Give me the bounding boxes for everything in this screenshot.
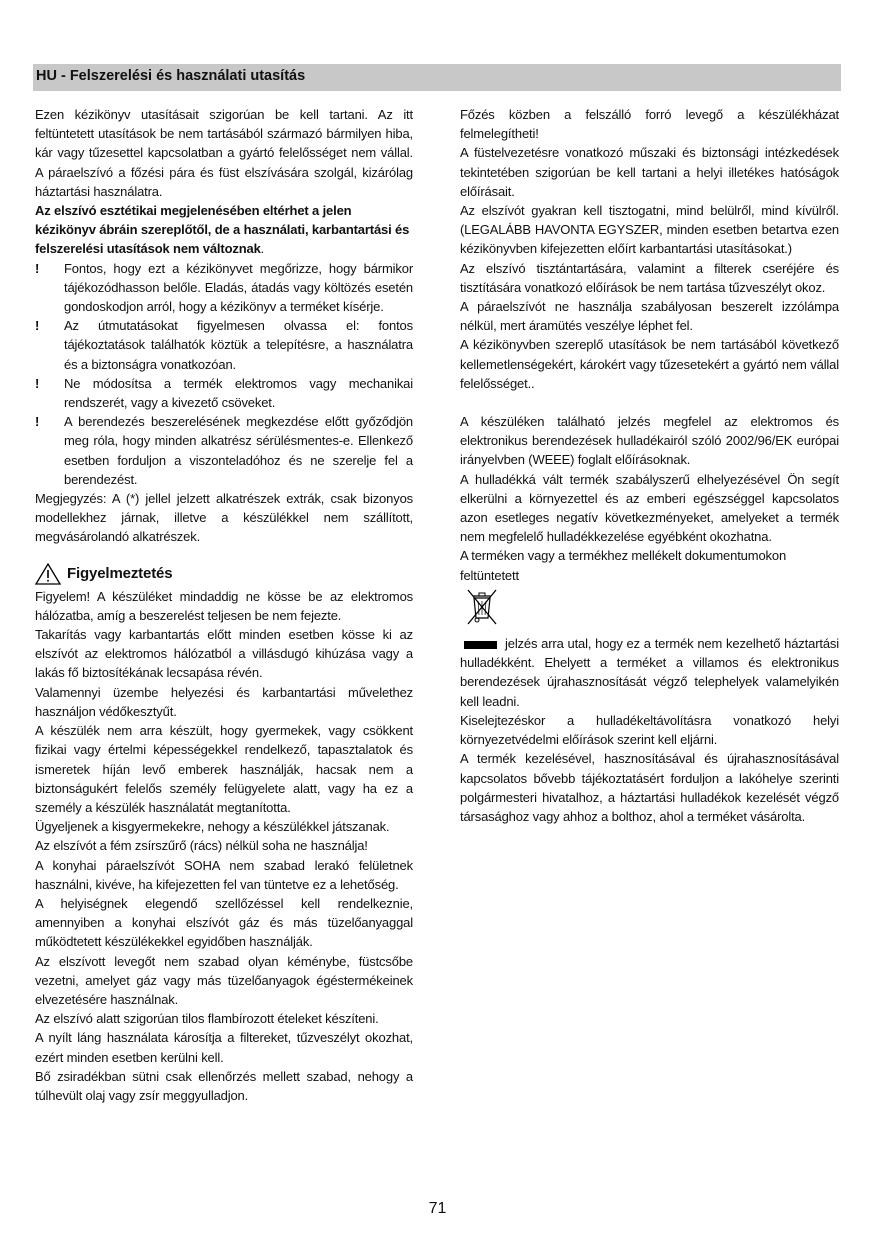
safety-paragraph: A füstelvezetésre vonatkozó műszaki és biztonsági intézkedések tekintetében szigorúan be kell tartani a helyi illetékes hatóságok előírásait. <box>460 145 839 199</box>
safety-paragraph: Az elszívó tisztántartására, valamint a filterek cseréjére és tisztítására vonatkozó előírások be nem tartása tűzveszélyt okoz. <box>460 260 839 295</box>
disposal-paragraph: A termék kezelésével, hasznosításával és újrahasznosításával kapcsolatos bővebb tájékoztatásért forduljon a lakóhelye szerinti polgármesteri hivatalhoz, a háztartási hulladékok kezelését végző társasághoz vagy ahhoz a bolthoz, ahol a terméket vásárolta. <box>460 751 839 824</box>
bullet-item <box>35 374 413 412</box>
exclamation-icon: ! <box>35 318 40 334</box>
weee-bin-icon <box>464 587 839 632</box>
bullet-text: Fontos, hogy ezt a kézikönyvet megőrizze, hogy bármikor tájékozódhasson belőle. Eladás, átadás vagy költözés esetén gondoskodjon arról, hogy a kézikönyv a terméket kísérje. <box>64 260 413 315</box>
warning-paragraph: A készülék nem arra készült, hogy gyermekek, vagy csökkent fizikai vagy értelmi képességekkel rendelkező, tapasztalatok és ismeretek híján levő emberek használják, hacsak nem a biztonságukért felelős személy felügyelete alatt, vagy ha ez a személy a készülék használatát megtanította. <box>35 723 413 815</box>
warning-paragraph: Takarítás vagy karbantartás előtt minden esetben kösse ki az elszívót az elektromos hálózatból a villásdugó kihúzása vagy a lakás fő biztosítékának lecsapása révén. <box>35 627 413 681</box>
warning-paragraph: Ügyeljenek a kisgyermekekre, nehogy a készülékkel játszanak. <box>35 819 390 835</box>
crossed-bin-icon <box>464 587 500 627</box>
weee-paragraph: A terméken vagy a termékhez mellékelt dokumentumokon feltüntetett <box>460 548 787 583</box>
safety-paragraph: A páraelszívót ne használja szabályosan beszerelt izzólámpa nélkül, mert áramütés veszélye léphet fel. <box>460 299 839 334</box>
warning-title: Figyelmeztetés <box>67 565 173 583</box>
note-paragraph: Megjegyzés: A (*) jellel jelzett alkatrészek extrák, csak bizonyos modellekhez járnak, illetve a készülékkel nem szállított, megvásárolandó alkatrészek. <box>35 491 413 545</box>
design-notice-end: . <box>260 241 265 257</box>
warning-paragraph: A helyiségnek elegendő szellőzéssel kell rendelkeznie, amennyiben a konyhai elszívót gáz és más tüzelőanyaggal működtetett készülékekkel egyidőben használják. <box>35 895 413 950</box>
bullet-text: Az útmutatásokat figyelmesen olvassa el: fontos tájékoztatások találhatók köztük a telepítésre, a használatra és a biztonságra vonatkozóan. <box>64 318 413 372</box>
disposal-paragraph: Kiselejtezéskor a hulladékeltávolításra vonatkozó helyi környezetvédelmi előírások szerint kell eljárni. <box>460 712 839 748</box>
warning-paragraph: A konyhai páraelszívót SOHA nem szabad lerakó felületnek használni, kivéve, ha kifejezetten fel van tüntetve ez a lehetőség. <box>35 857 413 892</box>
warning-paragraph: Figyelem! A készüléket mindaddig ne kösse be az elektromos hálózatba, amíg a beszerelést teljesen be nem fejezte. <box>35 588 413 623</box>
warning-paragraph: Valamennyi üzembe helyezési és karbantartási művelethez használjon védőkesztyűt. <box>35 684 413 719</box>
exclamation-icon: ! <box>35 375 40 391</box>
bullet-item <box>35 412 413 489</box>
exclamation-icon: ! <box>35 260 40 276</box>
design-notice-text: Az elszívó esztétikai megjelenésében eltérhet a jelen kézikönyv ábráin szereplőtől, de a használati, karbantartási és felszerelési utasítások nem változnak <box>35 203 410 257</box>
section-header <box>33 64 841 91</box>
bullet-item <box>35 259 413 317</box>
bar-symbol <box>464 641 497 649</box>
warning-paragraph: A nyílt láng használata károsítja a filtereket, tűzveszélyt okozhat, ezért minden esetben kerülni kell. <box>35 1030 413 1065</box>
page-number: 71 <box>428 1200 447 1217</box>
safety-paragraph: Az elszívót gyakran kell tisztogatni, mind belülről, mind kívülről. (LEGALÁBB HAVONTA EGYSZER, minden esetben betartva ezen kézikönyvben kifejezetten előírt karbantartási utasításokat.) <box>460 203 839 257</box>
spacer <box>460 393 839 412</box>
bullet-item <box>35 316 413 374</box>
warning-triangle-icon <box>35 563 61 585</box>
exclamation-icon: ! <box>35 414 40 430</box>
safety-paragraph: A kézikönyvben szereplő utasítások be nem tartásából következő kellemetlenségekért, károkért vagy tűzesetekért a gyártó nem vállal felelősséget.. <box>460 337 839 391</box>
weee-mark-text: jelzés arra utal, hogy ez a termék nem kezelhető háztartási hulladékként. Ehelyett a terméket a villamos és elektronikus berendezések újrahasznosítását végző telephelyek valamelyikén kell leadni. <box>460 636 839 709</box>
right-column <box>460 105 839 826</box>
weee-paragraph: A készüléken található jelzés megfelel az elektromos és elektronikus berendezések hulladékairól szóló 2002/96/EK európai irányelvben (WEEE) foglalt előírásoknak. <box>460 414 839 468</box>
bullet-text: A berendezés beszerelésének megkezdése előtt győződjön meg róla, hogy minden alkatrész sérülésmentes-e. Ellenkező esetben forduljon a viszonteladóhoz és ne szerelje fel a berendezést. <box>64 414 413 487</box>
warning-paragraph: Az elszívó alatt szigorúan tilos flambírozott ételeket készíteni. <box>35 1011 379 1027</box>
intro-paragraph: Ezen kézikönyv utasításait szigorúan be kell tartani. Az itt feltüntetett utasítások be nem tartásából származó bármilyen hiba, kár vagy tűzesettel kapcsolatban a gyártó felelősséget nem vállal. A páraelszívó a főzési pára és füst elszívására szolgál, kizárólag háztartási használatra. <box>35 107 413 199</box>
section-title: HU - Felszerelési és használati utasítás <box>36 68 306 84</box>
safety-paragraph: Főzés közben a felszálló forró levegő a készülékházat felmelegítheti! <box>460 107 839 142</box>
warning-heading <box>35 563 413 585</box>
warning-paragraph: Az elszívót a fém zsírszűrő (rács) nélkül soha ne használja! <box>35 838 368 854</box>
weee-paragraph: A hulladékká vált termék szabályszerű elhelyezésével Ön segít elkerülni a környezettel és az emberi egészséggel kapcsolatos azon esetleges negatív következményeket, amelyeket a termék nem megfelelő hulladékkezelése egyébként okozhatna. <box>460 471 839 545</box>
warning-paragraph: Bő zsiradékban sütni csak ellenőrzés mellett szabad, nehogy a túlhevült olaj vagy zsír meggyulladjon. <box>35 1068 413 1103</box>
left-column <box>35 105 413 1105</box>
design-notice <box>35 201 413 259</box>
warning-paragraph: Az elszívott levegőt nem szabad olyan kéménybe, füstcsőbe vezetni, amelyet gáz vagy más tüzelőanyagok égéstermékeinek elvezetésére használnak. <box>35 953 413 1007</box>
weee-mark-paragraph <box>460 634 839 711</box>
bullet-text: Ne módosítsa a termék elektromos vagy mechanikai rendszerét, vagy a kivezető csöveket. <box>64 375 413 411</box>
